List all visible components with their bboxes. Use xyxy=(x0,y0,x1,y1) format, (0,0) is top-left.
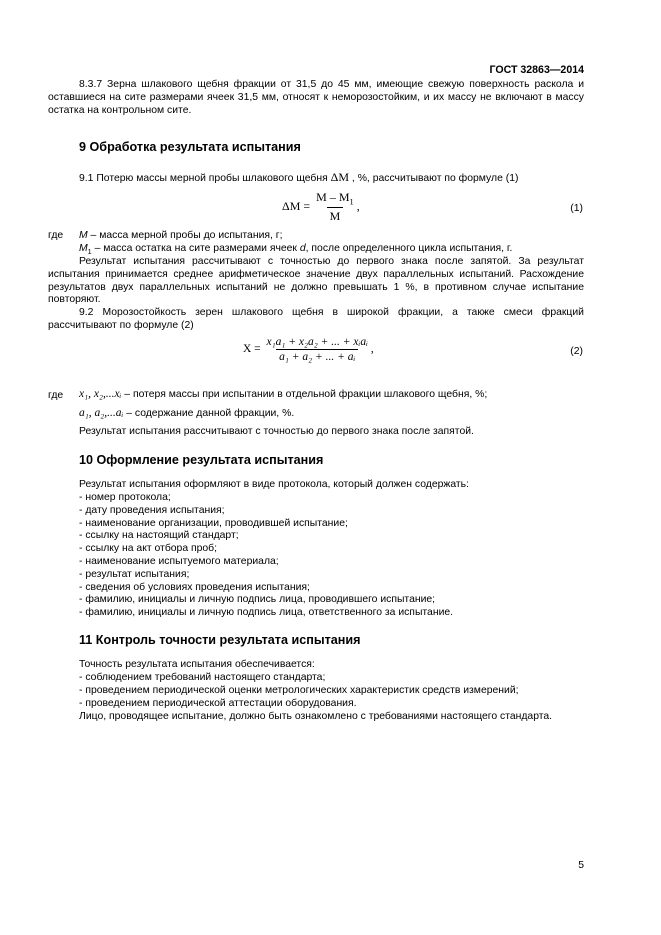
document-header: ГОСТ 32863—2014 xyxy=(489,64,584,76)
list-item: - ссылку на акт отбора проб; xyxy=(79,543,218,555)
paragraph-9-2: 9.2 Морозостойкость зерен шлакового щебня в широкой фракции, а также смеси фракций рассчитывают по формуле (2) xyxy=(48,307,584,331)
list-item: - проведением периодической оценки метрологических характеристик средств измерений; xyxy=(79,684,519,696)
delta-m-symbol: ΔM xyxy=(330,170,350,184)
p91-after: , %, рассчитывают по формуле (1) xyxy=(351,173,519,184)
list-item: - фамилию, инициалы и личную подпись лица, проводившего испытание; xyxy=(79,594,436,606)
paragraph-result-2: Результат испытания рассчитывают с точностью до первого знака после запятой. xyxy=(79,426,474,437)
formula-1-tail: , xyxy=(356,198,360,213)
section-10-heading: 10 Оформление результата испытания xyxy=(79,453,324,467)
where-label: где xyxy=(48,230,64,241)
list-item: - дату проведения испытания; xyxy=(79,504,225,516)
list-item: - проведением периодической аттестации оборудования. xyxy=(79,697,357,709)
formula-2-fraction xyxy=(264,336,371,363)
formula-1-numerator: M – $M_1$ xyxy=(316,190,354,207)
section-10-list xyxy=(79,492,453,620)
paragraph-9-1 xyxy=(79,171,518,186)
list-item: - сведения об условиях проведения испытания; xyxy=(79,581,310,593)
formula-1 xyxy=(282,190,360,224)
definition-m: M – масса мерной пробы до испытания, г; xyxy=(79,230,283,241)
page-number: 5 xyxy=(578,860,584,871)
formula-2-denominator: a₁ + a₂ + ... + aᵢ xyxy=(276,349,358,363)
formula-2-lhs: X = xyxy=(243,343,261,356)
section-11-intro: Точность результата испытания обеспечивается: xyxy=(79,659,315,670)
list-item: - ссылку на настоящий стандарт; xyxy=(79,530,239,542)
formula-2-tail: , xyxy=(370,343,374,356)
list-item: - наименование испытуемого материала; xyxy=(79,555,279,567)
formula-1-denominator: M xyxy=(327,207,344,224)
list-item: - результат испытания; xyxy=(79,568,190,580)
formula-1-lhs: ΔM = xyxy=(282,198,311,213)
paragraph-result: Результат испытания рассчитывают с точностью до первого знака после запятой. За результат испытания принимается среднее арифметическое значение двух параллельных испытаний. Расхождение результатов двух параллельных испытаний не должно превышать 1 %, в противном случае испытание повторяют. xyxy=(48,256,584,306)
definition-a: a₁, a₂,...aᵢ – содержание данной фракции, %. xyxy=(79,407,295,419)
definition-x: x₁, x₂,...xᵢ – потеря массы при испытании в отдельной фракции шлакового щебня, %; xyxy=(79,388,488,400)
formula-1-number: (1) xyxy=(570,203,583,214)
section-9-heading: 9 Обработка результата испытания xyxy=(79,140,301,154)
section-10-intro: Результат испытания оформляют в виде протокола, который должен содержать: xyxy=(79,479,469,490)
section-11-heading: 11 Контроль точности результата испытания xyxy=(79,633,361,647)
formula-2 xyxy=(243,336,374,363)
formula-2-number: (2) xyxy=(570,346,583,357)
list-item: - номер протокола; xyxy=(79,492,171,503)
section-11-list xyxy=(79,672,519,710)
formula-2-numerator: x₁a₁ + x₂a₂ + ... + xᵢaᵢ xyxy=(266,336,368,348)
list-item: - наименование организации, проводившей испытание; xyxy=(79,517,348,529)
section-11-closing: Лицо, проводящее испытание, должно быть ознакомлено с требованиями настоящего стандарта. xyxy=(79,711,553,722)
list-item: - фамилию, инициалы и личную подпись лица, ответственного за испытание. xyxy=(79,607,454,619)
p91-before: 9.1 Потерю массы мерной пробы шлакового щебня xyxy=(79,173,328,184)
where-label-2: где xyxy=(48,390,64,401)
definition-m1: $M_1$ – масса остатка на сите размерами ячеек d, после определенного цикла испытания, г. xyxy=(79,243,513,257)
formula-1-fraction xyxy=(313,190,357,224)
list-item: - соблюдением требований настоящего стандарта; xyxy=(79,672,326,683)
paragraph-8-3-7: 8.3.7 Зерна шлакового щебня фракции от 31,5 до 45 мм, имеющие свежую поверхность раскола и оставшиеся на сите размерами ячеек 31,5 мм, относят к неморозостойким, и их массу не включают в массу остатка на контрольном сите. xyxy=(48,79,584,116)
